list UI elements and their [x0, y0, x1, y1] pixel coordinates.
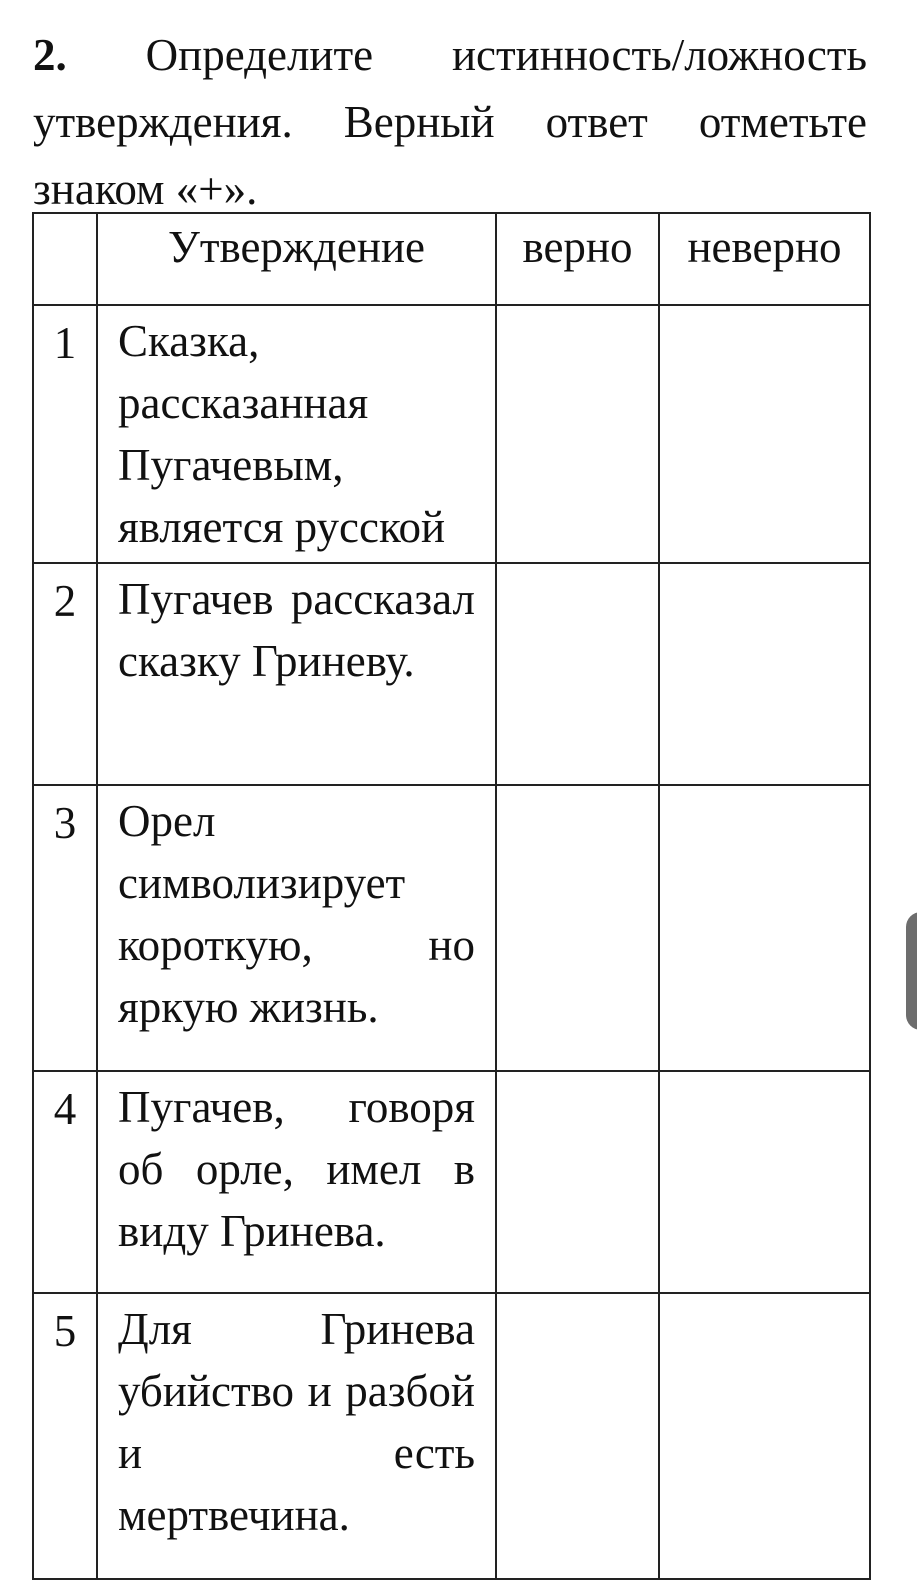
scrollbar-handle[interactable]: [906, 912, 917, 1030]
table-row: [33, 785, 870, 1071]
true-answer-cell[interactable]: [496, 1293, 659, 1579]
true-answer-cell[interactable]: [496, 563, 659, 785]
false-answer-cell[interactable]: [659, 563, 870, 785]
table-row: [33, 1293, 870, 1579]
false-answer-cell[interactable]: [659, 305, 870, 563]
true-answer-cell[interactable]: [496, 305, 659, 563]
row-number: 4: [33, 1071, 97, 1293]
table-row: [33, 563, 870, 785]
header-true: верно: [496, 213, 659, 305]
true-answer-cell[interactable]: [496, 785, 659, 1071]
table-row: [33, 1071, 870, 1293]
header-statement: Утверждение: [97, 213, 496, 305]
header-false: неверно: [659, 213, 870, 305]
task-instruction: [33, 22, 867, 223]
table-header-row: [33, 213, 870, 305]
row-number: 3: [33, 785, 97, 1071]
row-statement: Пугачев рассказал сказку Гриневу.: [97, 563, 496, 785]
row-number: 5: [33, 1293, 97, 1579]
row-statement: Для Гринева убийство и разбой и есть мертвечина.: [97, 1293, 496, 1579]
task-text: Определите истинность/ложность утверждения. Верный ответ отметьте знаком «+».: [33, 30, 868, 214]
row-statement: Орел символизирует короткую, но яркую жизнь.: [97, 785, 496, 1071]
row-statement: Сказка, рассказанная Пугачевым, является русской: [97, 305, 496, 563]
true-answer-cell[interactable]: [496, 1071, 659, 1293]
statements-table: [32, 212, 871, 1580]
false-answer-cell[interactable]: [659, 1293, 870, 1579]
table-row: [33, 305, 870, 563]
header-number: [33, 213, 97, 305]
row-statement: Пугачев, говоря об орле, имел в виду Гринева.: [97, 1071, 496, 1293]
row-number: 2: [33, 563, 97, 785]
false-answer-cell[interactable]: [659, 785, 870, 1071]
false-answer-cell[interactable]: [659, 1071, 870, 1293]
task-number: 2.: [33, 30, 67, 80]
row-number: 1: [33, 305, 97, 563]
